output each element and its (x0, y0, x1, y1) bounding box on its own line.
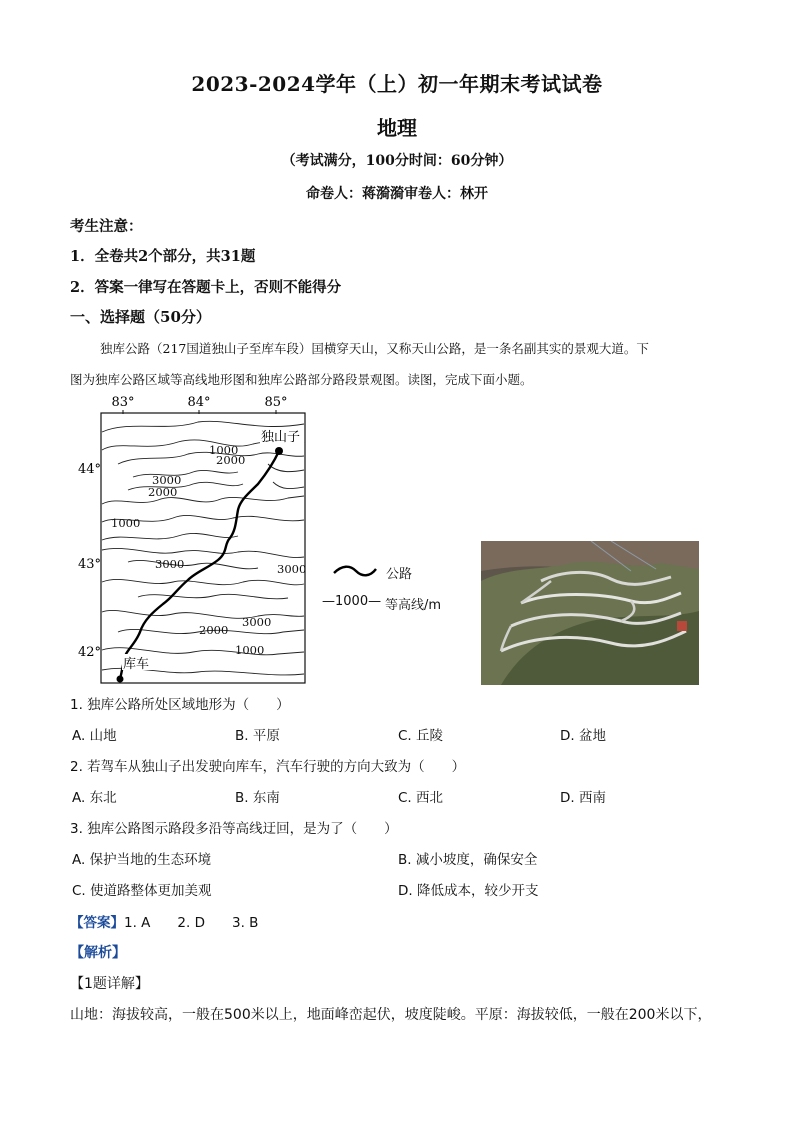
lon-label: 85° (264, 395, 288, 410)
question-1-stem: 1. 独库公路所处区域地形为（ ） (70, 697, 290, 713)
road-legend-label: 公路 (386, 567, 413, 582)
q3-option-d[interactable]: D. 降低成本，较少开支 (398, 883, 539, 899)
contour-label: 3000 (152, 473, 182, 487)
section-title: 一、选择题（50分） (70, 308, 211, 326)
q3-option-b[interactable]: B. 减小坡度，确保安全 (398, 852, 538, 868)
subject-title: 地理 (377, 116, 417, 140)
lat-label: 44° (78, 462, 102, 477)
q3-option-c[interactable]: C. 使道路整体更加美观 (72, 883, 212, 899)
authors-line: 命卷人：蒋漪漪审卷人：林开 (306, 186, 488, 202)
lon-label: 84° (187, 395, 211, 410)
contour-label: 2000 (216, 453, 246, 467)
place-label-start: 独山子 (261, 430, 301, 445)
q1-option-a[interactable]: A. 山地 (72, 728, 117, 744)
q2-option-d[interactable]: D. 西南 (560, 790, 606, 806)
page-title: 2023-2024学年（上）初一年期末考试试卷 (191, 72, 603, 96)
lat-label: 42° (78, 645, 102, 660)
question-2-stem: 2. 若驾车从独山子出发驶向库车，汽车行驶的方向大致为（ ） (70, 759, 466, 775)
passage-line-1: 独库公路（217国道独山子至库车段）囯横穿天山，又称天山公路，是一条名副其实的景观大道。下 (100, 341, 649, 356)
start-point-marker (275, 447, 283, 455)
contour-label: 3000 (155, 557, 185, 571)
contour-label: 2000 (148, 485, 178, 499)
contour-label: 1000 (111, 516, 141, 530)
q2-option-c[interactable]: C. 西北 (398, 790, 444, 806)
detail-text: 山地：海拔较高，一般在500米以上，地面峰峦起伏，坡度陡峻。平原：海拔较低，一般在200米以下， (70, 1007, 712, 1023)
contour-map (78, 392, 318, 692)
analysis-heading: 【解析】 (70, 945, 126, 961)
end-point-marker (117, 676, 124, 683)
notice-heading: 考生注意： (70, 218, 143, 235)
q1-option-b[interactable]: B. 平原 (235, 728, 280, 744)
question-3-stem: 3. 独库公路图示路段多沿等高线迂回，是为了（ ） (70, 821, 398, 837)
answer-label: 【答案】 (70, 915, 124, 931)
contour-label: 1000 (209, 443, 239, 457)
q1-option-c[interactable]: C. 丘陵 (398, 728, 444, 744)
detail-heading: 【1题详解】 (70, 976, 149, 992)
notice-item-1: 1．全卷共2个部分，共31题 (70, 248, 256, 265)
passage-line-2: 图为独库公路区域等高线地形图和独库公路部分路段景观图。读图，完成下面小题。 (70, 372, 533, 387)
lat-label: 43° (78, 557, 102, 572)
notice-item-2: 2．答案一律写在答题卡上，否则不能得分 (70, 279, 342, 296)
road-legend-symbol (332, 563, 378, 579)
answer-line (70, 911, 258, 931)
q2-option-a[interactable]: A. 东北 (72, 790, 117, 806)
contour-label: 2000 (199, 623, 229, 637)
place-label-end: 库车 (123, 657, 150, 672)
lon-label: 83° (111, 395, 135, 410)
q1-option-d[interactable]: D. 盆地 (560, 728, 606, 744)
contour-legend-symbol: —1000— (322, 594, 382, 609)
mountain-road-photo (481, 541, 699, 685)
contour-label: 3000 (277, 562, 307, 576)
contour-label: 1000 (235, 643, 265, 657)
answer-text: 1. A 2. D 3. B (124, 915, 259, 931)
contour-legend-label: 等高线/m (385, 598, 442, 613)
q2-option-b[interactable]: B. 东南 (235, 790, 280, 806)
exam-info: （考试满分，100分时间：60分钟） (281, 153, 513, 169)
q3-option-a[interactable]: A. 保护当地的生态环境 (72, 852, 212, 868)
contour-label: 3000 (242, 615, 272, 629)
